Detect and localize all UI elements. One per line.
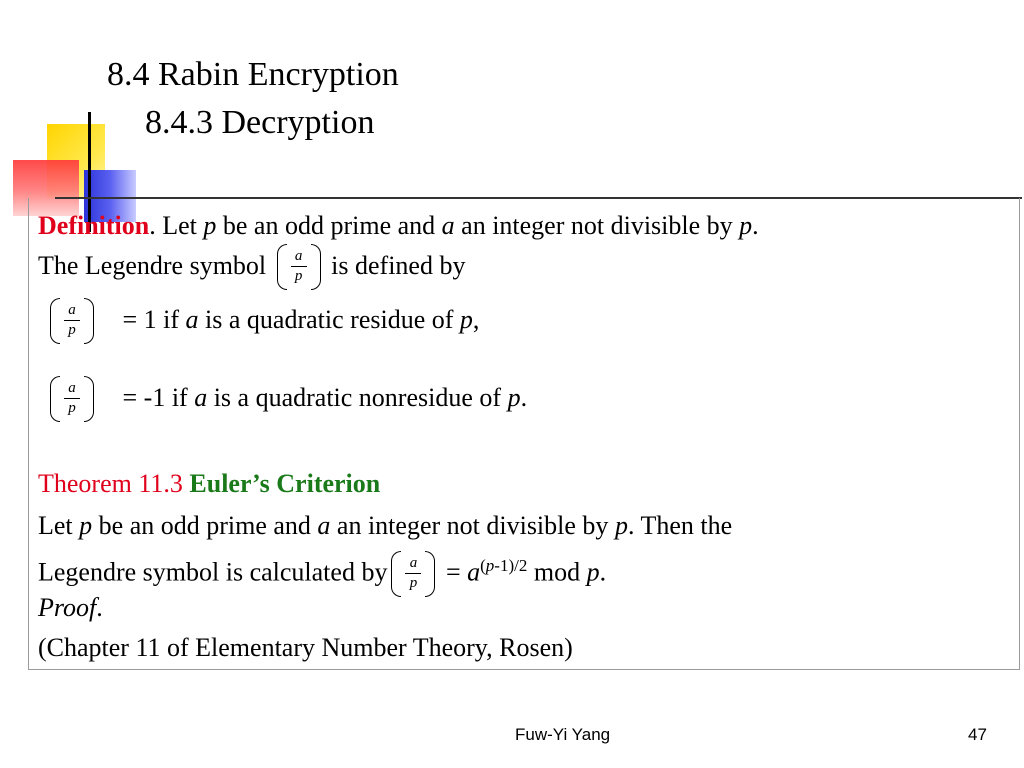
text: is a quadratic residue of: [198, 304, 460, 334]
symbol-numerator: a: [68, 380, 76, 396]
var-p: p: [614, 511, 628, 540]
footer-author: Fuw-Yi Yang: [515, 725, 611, 744]
symbol-denominator: p: [294, 268, 303, 284]
var-a: a: [467, 557, 481, 587]
text: -1)/2: [494, 556, 528, 575]
text: The Legendre symbol: [38, 250, 267, 280]
proof-label: Proof: [38, 593, 97, 622]
text: .: [520, 382, 528, 412]
theorem-line-1: [38, 510, 732, 542]
text: be an odd prime and: [216, 211, 442, 240]
text: an integer not divisible by: [454, 211, 740, 240]
text: is a quadratic nonresidue of: [207, 382, 508, 412]
slide-title: 8.4 Rabin Encryption: [107, 56, 399, 93]
var-a: a: [317, 511, 331, 540]
text: . Then the: [627, 511, 733, 540]
text: . Let: [149, 211, 204, 240]
symbol-denominator: p: [68, 322, 76, 338]
var-p: p: [459, 304, 473, 334]
text: .: [96, 593, 103, 622]
var-p: p: [203, 211, 217, 240]
var-p: p: [586, 557, 600, 587]
definition-case-2: [46, 376, 527, 424]
definition-case-1: [46, 298, 479, 346]
text: be an odd prime and: [92, 511, 318, 540]
var-a: a: [185, 304, 199, 334]
text: mod: [527, 557, 587, 587]
definition-line-2: [38, 244, 465, 292]
reference-line: (Chapter 11 of Elementary Number Theory, Rosen): [38, 633, 573, 662]
text: (: [480, 556, 486, 575]
theorem-heading: [38, 468, 380, 500]
symbol-denominator: p: [68, 400, 76, 416]
text: =: [445, 557, 468, 587]
symbol-denominator: p: [409, 574, 418, 591]
symbol-numerator: a: [68, 302, 76, 318]
var-p: p: [485, 556, 495, 575]
var-p: p: [79, 511, 93, 540]
text: = -1 if: [122, 382, 195, 412]
theorem-line-2: [38, 550, 606, 599]
text: Let: [38, 511, 80, 540]
definition-label: Definition: [38, 211, 150, 240]
text: an integer not divisible by: [330, 511, 615, 540]
theorem-name: Euler’s Criterion: [189, 469, 381, 498]
legendre-symbol: [50, 298, 94, 346]
text: .: [752, 211, 759, 240]
var-p: p: [507, 382, 521, 412]
text: Legendre symbol is calculated by: [38, 557, 388, 587]
legendre-symbol: [50, 376, 94, 424]
proof-line: [38, 592, 103, 624]
text: is defined by: [331, 250, 466, 280]
symbol-numerator: a: [409, 554, 418, 571]
var-a: a: [441, 211, 455, 240]
var-a: a: [194, 382, 208, 412]
legendre-symbol: [277, 244, 321, 292]
var-p: p: [739, 211, 753, 240]
theorem-label: Theorem 11.3: [38, 469, 183, 498]
text: .: [599, 557, 607, 587]
legendre-symbol: [391, 551, 435, 599]
definition-line-1: [38, 210, 759, 242]
slide-subtitle: 8.4.3 Decryption: [145, 104, 375, 141]
text: ,: [472, 304, 480, 334]
exponent: [480, 556, 527, 575]
symbol-numerator: a: [294, 248, 303, 264]
text: = 1 if: [122, 304, 186, 334]
page-number: 47: [968, 725, 987, 744]
